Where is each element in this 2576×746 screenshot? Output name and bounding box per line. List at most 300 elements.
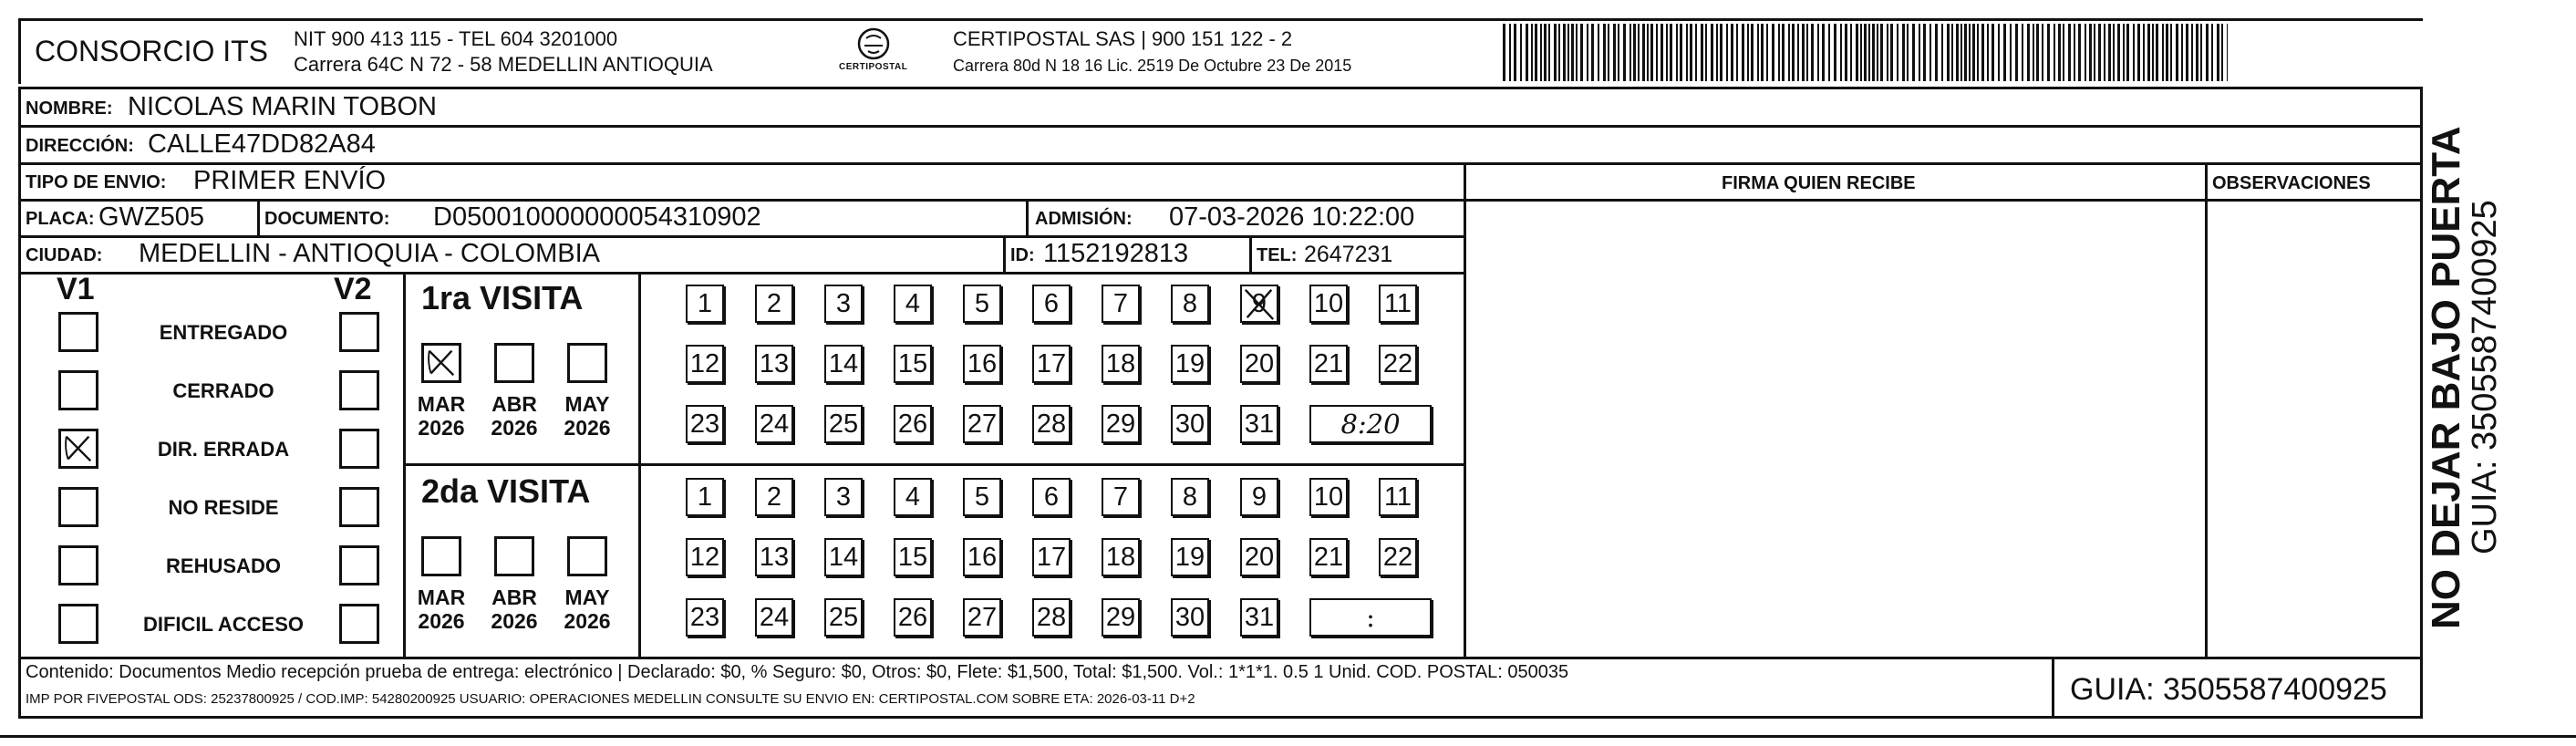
nombre-value: NICOLAS MARIN TOBON (128, 92, 437, 121)
postal-address: Carrera 80d N 18 16 Lic. 2519 De Octubre 23 De 2015 (953, 57, 1352, 75)
v1-checkbox[interactable] (58, 487, 98, 527)
row-divider (18, 162, 2423, 165)
barcode-bar (1960, 24, 1962, 81)
barcode-bar (1567, 24, 1569, 81)
guia-divider (2052, 657, 2054, 719)
barcode-bar (2123, 24, 2125, 81)
day-box[interactable]: 28 (1032, 405, 1071, 443)
status-label: CERRADO (172, 379, 274, 402)
barcode-bar (1690, 24, 1692, 81)
barcode-bar (2085, 24, 2086, 81)
id-label: ID: (1010, 245, 1035, 265)
observaciones-divider (2205, 162, 2208, 657)
barcode-bar (1969, 24, 1971, 81)
day-box[interactable]: 17 (1032, 345, 1071, 383)
barcode-bar (1666, 24, 1668, 81)
month-year: 2026 (418, 416, 465, 440)
barcode-bar (2211, 24, 2213, 81)
day-box[interactable]: 30 (1171, 598, 1209, 637)
day-box[interactable]: 4 (894, 478, 932, 516)
barcode-bar (1811, 24, 1814, 81)
month-year: 2026 (491, 416, 538, 440)
barcode-bar (1907, 24, 1909, 81)
day-box[interactable]: 6 (1032, 478, 1071, 516)
barcode-bar (2147, 24, 2150, 81)
barcode-bar (2170, 24, 2172, 81)
day-box[interactable]: 27 (963, 598, 1001, 637)
ciudad-label: CIUDAD: (26, 245, 103, 265)
barcode-bar (1856, 24, 1858, 81)
day-box[interactable]: 11 (1379, 285, 1417, 323)
day-box[interactable]: 24 (755, 598, 793, 637)
tipo-envio-label: TIPO DE ENVIO: (26, 172, 167, 192)
barcode-bar (1845, 24, 1847, 81)
barcode-bar (1544, 24, 1547, 81)
barcode-bar (2089, 24, 2092, 81)
barcode-bar (1919, 24, 1920, 81)
barcode-bar (2098, 24, 2101, 81)
day-box[interactable]: 3 (824, 285, 863, 323)
placa-divider (257, 199, 260, 235)
footer-imp: IMP POR FIVEPOSTAL ODS: 25237800925 / COD.IMP: 54280200925 USUARIO: OPERACIONES MEDELLIN CONSULTE SU ENVIO EN: CERTIPOSTAL.COM SOBRE ETA: 2026-03-11 D+2 (26, 691, 1195, 707)
day-box[interactable]: 14 (824, 538, 863, 576)
barcode-bar (1558, 24, 1560, 81)
barcode-bar (2133, 24, 2135, 81)
day-box[interactable]: 22 (1379, 345, 1417, 383)
barcode-bar (1778, 24, 1780, 81)
barcode-bar (1613, 24, 1616, 81)
day-box[interactable]: 18 (1102, 538, 1140, 576)
month-checkbox[interactable] (567, 343, 607, 383)
day-box[interactable]: 12 (686, 345, 724, 383)
day-box[interactable]: 16 (963, 345, 1001, 383)
barcode-bar (1548, 24, 1550, 81)
v1-checkbox[interactable] (58, 370, 98, 410)
barcode-bar (1731, 24, 1733, 81)
barcode-bar (1526, 24, 1528, 81)
barcode-bar (1695, 24, 1697, 81)
barcode-bar (1650, 24, 1653, 81)
barcode-bar (2186, 24, 2188, 81)
tel-divider (1249, 235, 1252, 272)
barcode-bar (2181, 24, 2183, 81)
firma-header: FIRMA QUIEN RECIBE (1722, 173, 1916, 193)
tipo-envio-value: PRIMER ENVÍO (193, 166, 387, 195)
barcode-bar (1686, 24, 1688, 81)
barcode-bar (2196, 24, 2198, 81)
barcode-bar (1711, 24, 1713, 81)
barcode-bar (1591, 24, 1594, 81)
barcode-bar (2074, 24, 2075, 81)
status-label: ENTREGADO (159, 321, 288, 344)
side-warning: NO DEJAR BAJO PUERTA (2424, 126, 2468, 629)
admision-label: ADMISIÓN: (1035, 209, 1133, 229)
barcode-bar (2022, 24, 2023, 81)
day-box[interactable]: 22 (1379, 538, 1417, 576)
day-number: 9 (1251, 289, 1267, 318)
barcode-bar (1880, 24, 1883, 81)
barcode-bar (1834, 24, 1836, 81)
status-label: REHUSADO (166, 554, 281, 577)
month-label (560, 585, 615, 633)
visit-title: 2da VISITA (421, 472, 591, 510)
time-box[interactable]: 8:20 (1309, 405, 1432, 443)
side-guia: GUIA: 3505587400925 (2466, 200, 2504, 554)
day-box[interactable]: 14 (824, 345, 863, 383)
v2-checkbox[interactable] (339, 429, 379, 469)
day-box[interactable]: 21 (1309, 538, 1348, 576)
barcode-bar (1633, 24, 1636, 81)
day-box[interactable] (1240, 285, 1278, 323)
barcode-bar (1580, 24, 1583, 81)
barcode-bar (1788, 24, 1790, 81)
documento-label: DOCUMENTO: (264, 209, 390, 229)
v1-checkbox[interactable] (58, 604, 98, 644)
company-address: Carrera 64C N 72 - 58 MEDELLIN ANTIOQUIA (294, 53, 713, 76)
month-year: 2026 (564, 609, 611, 633)
barcode-bar (1991, 24, 1994, 81)
barcode-bar (2221, 24, 2223, 81)
month-checkbox[interactable] (567, 536, 607, 576)
barcode-bar (1742, 24, 1744, 81)
firma-divider (1464, 162, 1466, 657)
barcode-bar (1977, 24, 1979, 81)
barcode-bar (1514, 24, 1516, 81)
barcode-bar (1720, 24, 1723, 81)
barcode-bar (1868, 24, 1870, 81)
barcode-bar (1660, 24, 1663, 81)
nombre-label: NOMBRE: (26, 98, 113, 119)
day-box[interactable]: 15 (894, 538, 932, 576)
day-box[interactable]: 1 (686, 285, 724, 323)
barcode-bar (1608, 24, 1609, 81)
placa-value: GWZ505 (98, 202, 205, 232)
barcode-bar (1509, 24, 1511, 81)
barcode-bar (1629, 24, 1631, 81)
day-box[interactable]: 31 (1240, 405, 1278, 443)
month-name: MAR (417, 585, 466, 609)
barcode-bar (1554, 24, 1557, 81)
barcode-bar (2117, 24, 2120, 81)
barcode (1503, 13, 2232, 81)
barcode-bar (2058, 24, 2061, 81)
barcode-bar (1638, 24, 1640, 81)
barcode-bar (1705, 24, 1707, 81)
barcode-bar (1766, 24, 1768, 81)
barcode-bar (1603, 24, 1606, 81)
barcode-bar (1897, 24, 1898, 81)
day-box[interactable]: 18 (1102, 345, 1140, 383)
barcode-bar (2036, 24, 2039, 81)
barcode-bar (1503, 24, 1505, 81)
barcode-bar (1531, 24, 1533, 81)
barcode-bar (2176, 24, 2178, 81)
barcode-bar (1598, 24, 1599, 81)
month-name: MAY (564, 585, 610, 609)
barcode-bar (2137, 24, 2140, 81)
barcode-bar (1535, 24, 1537, 81)
day-box[interactable]: 28 (1032, 598, 1071, 637)
day-box[interactable]: 29 (1102, 405, 1140, 443)
day-box[interactable]: 30 (1171, 405, 1209, 443)
row-divider (18, 125, 2423, 128)
barcode-bar (2200, 24, 2202, 81)
day-box[interactable]: 29 (1102, 598, 1140, 637)
status-label: NO RESIDE (168, 496, 279, 519)
observaciones-header: OBSERVACIONES (2212, 173, 2371, 193)
barcode-bar (1540, 24, 1542, 81)
day-box[interactable]: 4 (894, 285, 932, 323)
barcode-bar (1850, 24, 1852, 81)
barcode-bar (1670, 24, 1672, 81)
row-divider (18, 235, 1464, 238)
day-box[interactable]: 5 (963, 478, 1001, 516)
barcode-bar (1647, 24, 1649, 81)
barcode-bar (2010, 24, 2012, 81)
day-box[interactable]: 25 (824, 405, 863, 443)
barcode-bar (2156, 24, 2158, 81)
day-box[interactable]: 16 (963, 538, 1001, 576)
day-box[interactable]: 20 (1240, 345, 1278, 383)
barcode-bar (2027, 24, 2030, 81)
month-name: ABR (491, 585, 537, 609)
v2-checkbox[interactable] (339, 487, 379, 527)
barcode-bar (1751, 24, 1754, 81)
barcode-bar (1747, 24, 1749, 81)
month-checkbox[interactable] (494, 343, 534, 383)
day-box[interactable]: 24 (755, 405, 793, 443)
barcode-bar (2206, 24, 2209, 81)
v1-checkbox[interactable] (58, 312, 98, 352)
v1-checkbox[interactable] (58, 429, 98, 469)
day-box[interactable]: 27 (963, 405, 1001, 443)
barcode-bar (1587, 24, 1588, 81)
barcode-bar (1951, 24, 1953, 81)
barcode-bar (1817, 24, 1819, 81)
barcode-bar (2068, 24, 2071, 81)
day-box[interactable]: 26 (894, 405, 932, 443)
ciudad-value: MEDELLIN - ANTIOQUIA - COLOMBIA (139, 239, 600, 268)
barcode-bar (2094, 24, 2095, 81)
barcode-bar (1987, 24, 1989, 81)
month-name: ABR (491, 392, 537, 416)
month-label (487, 585, 542, 633)
barcode-bar (1890, 24, 1893, 81)
tel-label: TEL: (1257, 245, 1298, 265)
footer-divider (18, 657, 2423, 659)
columns-header-underline (1464, 199, 2423, 202)
barcode-bar (1571, 24, 1574, 81)
barcode-bar (1676, 24, 1678, 81)
month-label (560, 392, 615, 440)
visit-divider (403, 463, 1464, 466)
day-box[interactable]: 13 (755, 538, 793, 576)
month-checkbox[interactable] (494, 536, 534, 576)
row-divider (18, 272, 1464, 275)
barcode-bar (2126, 24, 2129, 81)
month-year: 2026 (491, 609, 538, 633)
month-label (414, 392, 469, 440)
barcode-bar (1576, 24, 1578, 81)
day-box[interactable]: 2 (755, 285, 793, 323)
day-box[interactable]: 19 (1171, 538, 1209, 576)
barcode-bar (2227, 24, 2228, 81)
barcode-bar (1797, 24, 1799, 81)
day-box[interactable]: 9 (1240, 478, 1278, 516)
barcode-bar (2191, 24, 2193, 81)
barcode-bar (1923, 24, 1926, 81)
barcode-bar (1972, 24, 1975, 81)
month-year: 2026 (418, 609, 465, 633)
admision-divider (1026, 199, 1029, 235)
day-box[interactable]: 15 (894, 345, 932, 383)
documento-value: D050010000000054310902 (433, 202, 761, 232)
barcode-bar (1941, 24, 1943, 81)
barcode-bar (2166, 24, 2168, 81)
barcode-bar (1872, 24, 1875, 81)
barcode-bar (1726, 24, 1728, 81)
id-divider (1003, 235, 1006, 272)
certipostal-logo (837, 26, 910, 80)
month-name: MAY (564, 392, 610, 416)
day-box[interactable]: 26 (894, 598, 932, 637)
day-box[interactable]: 2 (755, 478, 793, 516)
barcode-bar (1761, 24, 1764, 81)
status-label: DIR. ERRADA (157, 438, 290, 461)
month-checkbox[interactable] (421, 343, 461, 383)
v2-header: V2 (334, 272, 372, 306)
v2-checkbox[interactable] (339, 370, 379, 410)
time-box[interactable]: : (1309, 598, 1432, 637)
barcode-bar (2042, 24, 2043, 81)
barcode-bar (1792, 24, 1795, 81)
day-box[interactable]: 21 (1309, 345, 1348, 383)
barcode-bar (2108, 24, 2111, 81)
barcode-bar (1806, 24, 1808, 81)
company-nit: NIT 900 413 115 - TEL 604 3201000 (294, 27, 618, 50)
day-box[interactable]: 31 (1240, 598, 1278, 637)
day-box[interactable]: 5 (963, 285, 1001, 323)
day-box[interactable]: 10 (1309, 285, 1348, 323)
month-year: 2026 (564, 416, 611, 440)
visit-title: 1ra VISITA (421, 279, 584, 316)
barcode-bar (2054, 24, 2055, 81)
barcode-bar (2217, 24, 2219, 81)
day-box[interactable]: 8 (1171, 285, 1209, 323)
day-box[interactable]: 11 (1379, 478, 1417, 516)
barcode-bar (1864, 24, 1867, 81)
barcode-bar (2015, 24, 2018, 81)
day-box[interactable]: 3 (824, 478, 863, 516)
barcode-bar (1822, 24, 1825, 81)
day-box[interactable]: 8 (1171, 478, 1209, 516)
v1-checkbox[interactable] (58, 545, 98, 585)
v1-header: V1 (57, 272, 95, 306)
barcode-bar (1912, 24, 1915, 81)
barcode-bar (1642, 24, 1645, 81)
tel-value: 2647231 (1304, 242, 1393, 267)
day-box[interactable]: 1 (686, 478, 724, 516)
day-box[interactable]: 20 (1240, 538, 1278, 576)
barcode-bar (1902, 24, 1905, 81)
barcode-bar (1998, 24, 2000, 81)
day-box[interactable]: 25 (824, 598, 863, 637)
month-name: MAR (417, 392, 466, 416)
day-box[interactable]: 13 (755, 345, 793, 383)
id-value: 1152192813 (1043, 239, 1189, 268)
day-box[interactable]: 6 (1032, 285, 1071, 323)
barcode-bar (1623, 24, 1626, 81)
v2-checkbox[interactable] (339, 604, 379, 644)
barcode-bar (1828, 24, 1830, 81)
day-box[interactable]: 7 (1102, 285, 1140, 323)
barcode-bar (1887, 24, 1888, 81)
barcode-bar (1802, 24, 1805, 81)
barcode-bar (1860, 24, 1862, 81)
day-box[interactable]: 7 (1102, 478, 1140, 516)
admision-value: 07-03-2026 10:22:00 (1169, 202, 1415, 232)
barcode-bar (1964, 24, 1967, 81)
status-label: DIFICIL ACCESO (142, 613, 304, 636)
barcode-bar (1520, 24, 1522, 81)
bottom-edge (0, 735, 2576, 738)
barcode-bar (1618, 24, 1619, 81)
company-name: CONSORCIO ITS (35, 35, 269, 67)
day-box[interactable]: 23 (686, 598, 724, 637)
barcode-bar (1701, 24, 1703, 81)
barcode-bar (1782, 24, 1785, 81)
barcode-bar (1736, 24, 1738, 81)
barcode-bar (1947, 24, 1950, 81)
day-box[interactable]: 10 (1309, 478, 1348, 516)
day-box[interactable]: 17 (1032, 538, 1071, 576)
barcode-bar (1772, 24, 1774, 81)
barcode-bar (2113, 24, 2115, 81)
logo-text: CERTIPOSTAL (839, 62, 908, 72)
footer-contenido: Contenido: Documentos Medio recepción prueba de entrega: electrónico | Declarado: $0, % Seguro: $0, Otros: $0, Flete: $1,500, Total: $1,500. Vol.: 1*1*1. 0.5 1 Unid. COD. POSTAL: 050035 (26, 662, 1569, 682)
v2-checkbox[interactable] (339, 312, 379, 352)
barcode-bar (1656, 24, 1658, 81)
barcode-bar (1877, 24, 1878, 81)
postal-company: CERTIPOSTAL SAS | 900 151 122 - 2 (953, 27, 1293, 50)
day-box[interactable]: 12 (686, 538, 724, 576)
month-label (414, 585, 469, 633)
barcode-bar (2063, 24, 2064, 81)
barcode-bar (2152, 24, 2154, 81)
barcode-bar (1757, 24, 1759, 81)
barcode-bar (2033, 24, 2034, 81)
v2-checkbox[interactable] (339, 545, 379, 585)
barcode-bar (1981, 24, 1984, 81)
barcode-bar (2078, 24, 2081, 81)
month-label (487, 392, 542, 440)
barcode-bar (2003, 24, 2006, 81)
day-box[interactable]: 23 (686, 405, 724, 443)
barcode-bar (1680, 24, 1682, 81)
direccion-label: DIRECCIÓN: (26, 136, 134, 156)
month-checkbox[interactable] (421, 536, 461, 576)
barcode-bar (1563, 24, 1566, 81)
barcode-bar (1935, 24, 1938, 81)
footer-guia: GUIA: 3505587400925 (2070, 672, 2387, 707)
placa-label: PLACA: (26, 209, 95, 229)
day-box[interactable]: 19 (1171, 345, 1209, 383)
barcode-bar (1929, 24, 1931, 81)
barcode-bar (2143, 24, 2145, 81)
barcode-bar (1840, 24, 1842, 81)
barcode-bar (2047, 24, 2050, 81)
barcode-bar (2104, 24, 2105, 81)
